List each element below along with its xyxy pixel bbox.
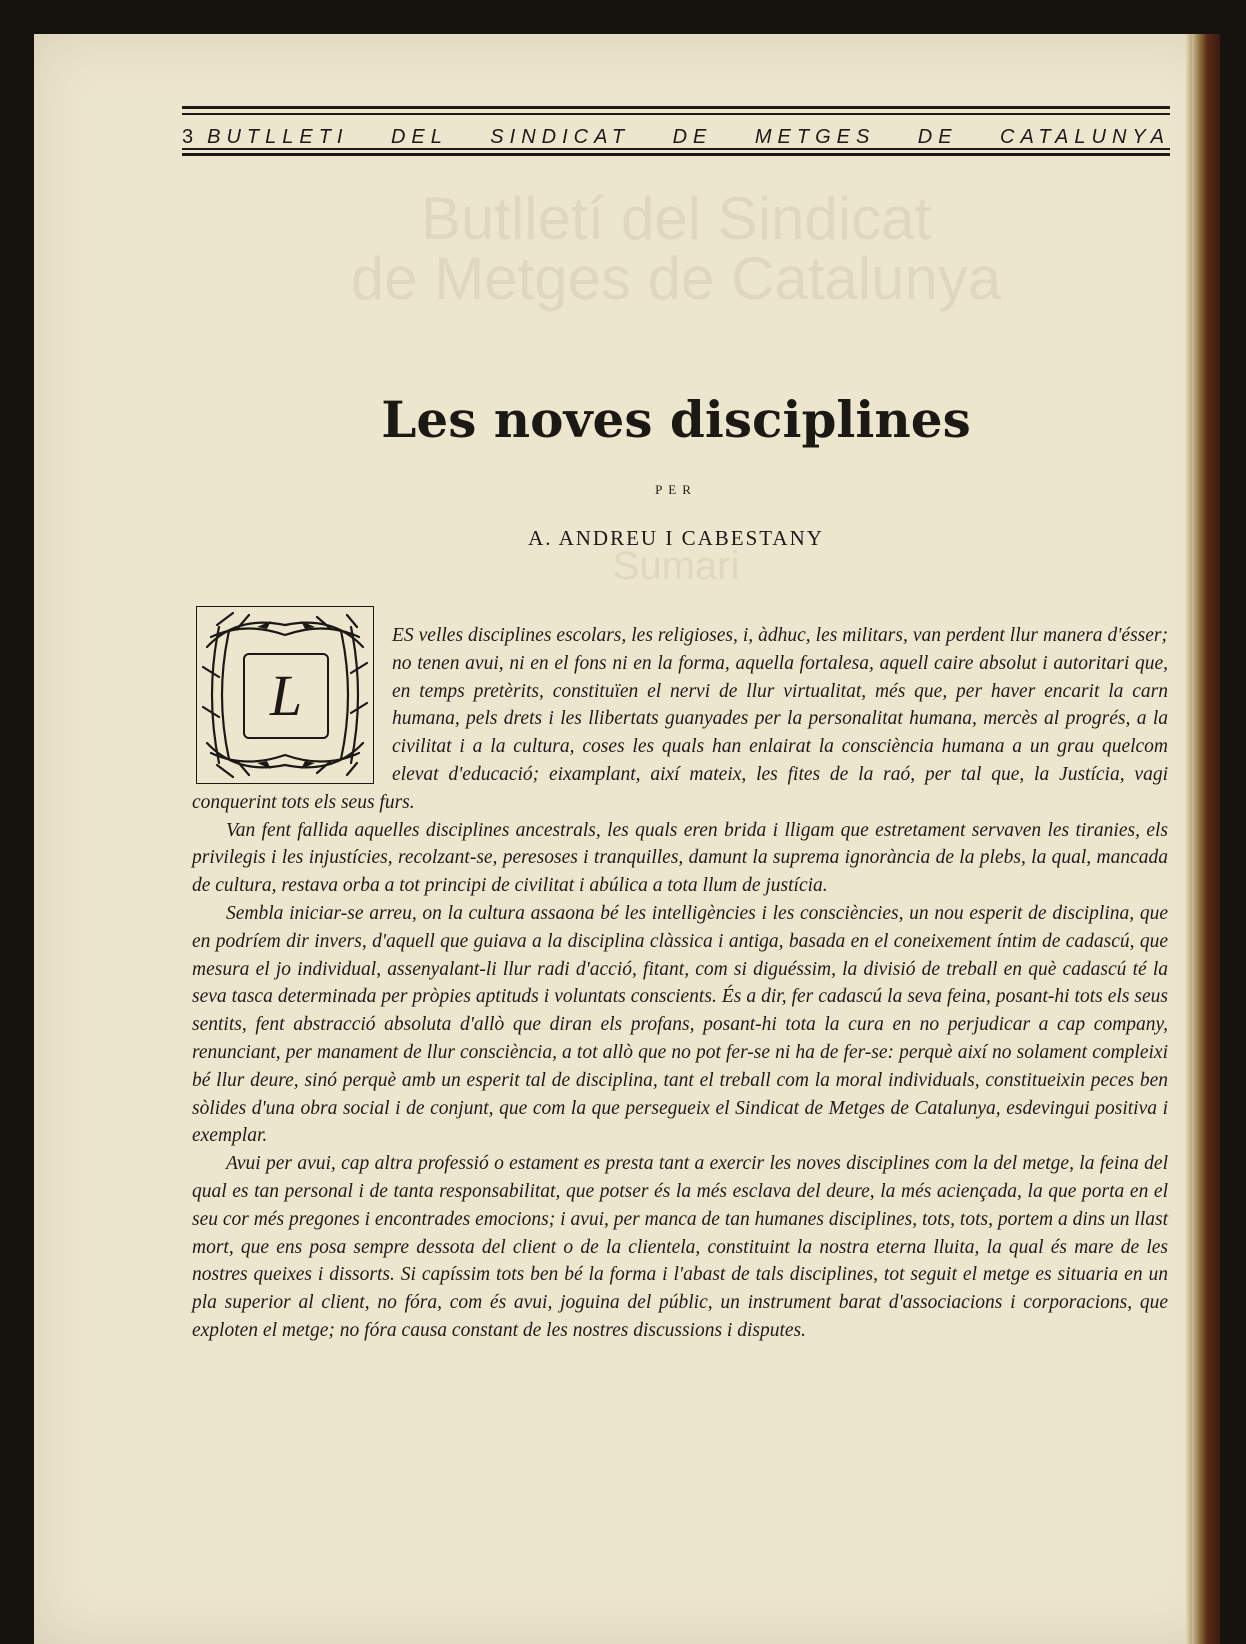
- header-rule-bottom-thin: [182, 148, 1170, 150]
- article-title: Les noves disciplines: [381, 390, 971, 449]
- book-spine: [1192, 34, 1220, 1644]
- article-author: A. ANDREU I CABESTANY: [528, 526, 824, 550]
- header-word: SINDICAT: [490, 126, 631, 148]
- header-word: DE: [672, 126, 713, 148]
- paragraph: Avui per avui, cap altra professió o estament es presta tant a exercir les noves disciplines com la del metge, la feina del qual es tan personal i de tanta responsabilitat, que potser és la més esclava del deure, la més aciençada, la que porta en el seu cor més pregones i encontrades emocions; i avui, per manca de tan humanes disciplines, tots, tots, portem a dins un llast mort, que ens posa sempre dessota del client o de la clientela, constituint la nostra eterna lluita, la qual és mare de les nostres queixes i dissorts. Si capíssim tots ben bé la forma i l'abast de tals disciplines, tot seguit el metge es situaria en un pla superior al client, no fóra, com és avui, joguina del públic, un instrument barat d'associacions i corporacions, que exploten el metge; no fóra causa constant de les nostres discussions i disputes.: [192, 1153, 1168, 1341]
- show-through-text: Butlletí del Sindicat: [420, 185, 932, 252]
- document-page: [34, 34, 1220, 1644]
- header-word: DEL: [390, 126, 448, 148]
- paragraph: Sembla iniciar-se arreu, on la cultura assaona bé les intelligències i les consciències, un nou esperit de disciplina, que en podríem dir invers, d'aquell que guiava a la disciplina clàssica i antiga, basada en el coneixement íntim de cadascú, que mesura el jo individual, assenyalant-li llur radi d'acció, fitant, com si diguéssim, la divisió de treball en què cadascú té la seva tasca determinada per pròpies aptituds i voluntats conscients. És a dir, fer cadascú la seva feina, posant-hi tots els seus sentits, fent abstracció absoluta d'allò que diran els profans, posant-hi tota la cura en no perjudicar a cap company, renunciant, per manament de llur consciència, a tot allò que no pot fer-se ni ha de fer-se: perquè així no solament compleixi bé llur deure, sinó perquè amb un esperit tal de disciplina, tant el treball com la moral individuals, constitueixin peces ben sòlides d'una obra social i de conjunt, que com la que persegueix el Sindicat de Metges de Catalunya, esdevingui positiva i exemplar.: [192, 902, 1168, 1147]
- show-through-text: de Metges de Catalunya: [350, 245, 1002, 312]
- header-word: METGES: [754, 126, 876, 148]
- paragraph: Van fent fallida aquelles disciplines ancestrals, les quals eren brida i lligam que estretament servaven les tiranies, els privilegis i les injustícies, recolzant-se, peresoses i tranquilles, damunt la suprema ignorància de la plebs, la qual, mancada de cultura, restava orba a tot principi de civilitat i abúlica a tota llum de justícia.: [192, 819, 1168, 897]
- header-rule-bottom: [182, 153, 1170, 156]
- ornamental-initial: [196, 606, 374, 784]
- header-word: DE: [917, 126, 958, 148]
- paragraph: ES velles disciplines escolars, les religioses, i, àdhuc, les militars, van perdent llur manera d'ésser; no tenen avui, ni en el fons ni en la forma, aquella fortalesa, aquell caire absolut i autoritari que, en temps pretèrits, constituïen el nervi de llur virtualitat, més que, per haver encarit la carn humana, pels drets i les llibertats guanyades per la personalitat humana, mercès al progrés, a la civilitat i a la cultura, coses les quals han enlairat la consciència humana a un grau quelcom elevat d'educació; eixamplant, així mateix, les fites de la raó, per tal que, la Justícia, vagi conquerint tots els seus furs.: [192, 625, 1168, 813]
- running-header: [182, 126, 1170, 149]
- journal-title: [207, 126, 1170, 149]
- drop-cap-letter: L: [243, 653, 329, 739]
- show-through-text: Sumari: [612, 544, 740, 588]
- page-number: 3: [182, 126, 194, 148]
- header-word: CATALUNYA: [1000, 126, 1170, 148]
- header-rule-top: [182, 106, 1170, 109]
- header-rule-top-thin: [182, 113, 1170, 115]
- byline-prefix: PER: [655, 482, 697, 497]
- header-word: BUTLLETI: [207, 126, 349, 148]
